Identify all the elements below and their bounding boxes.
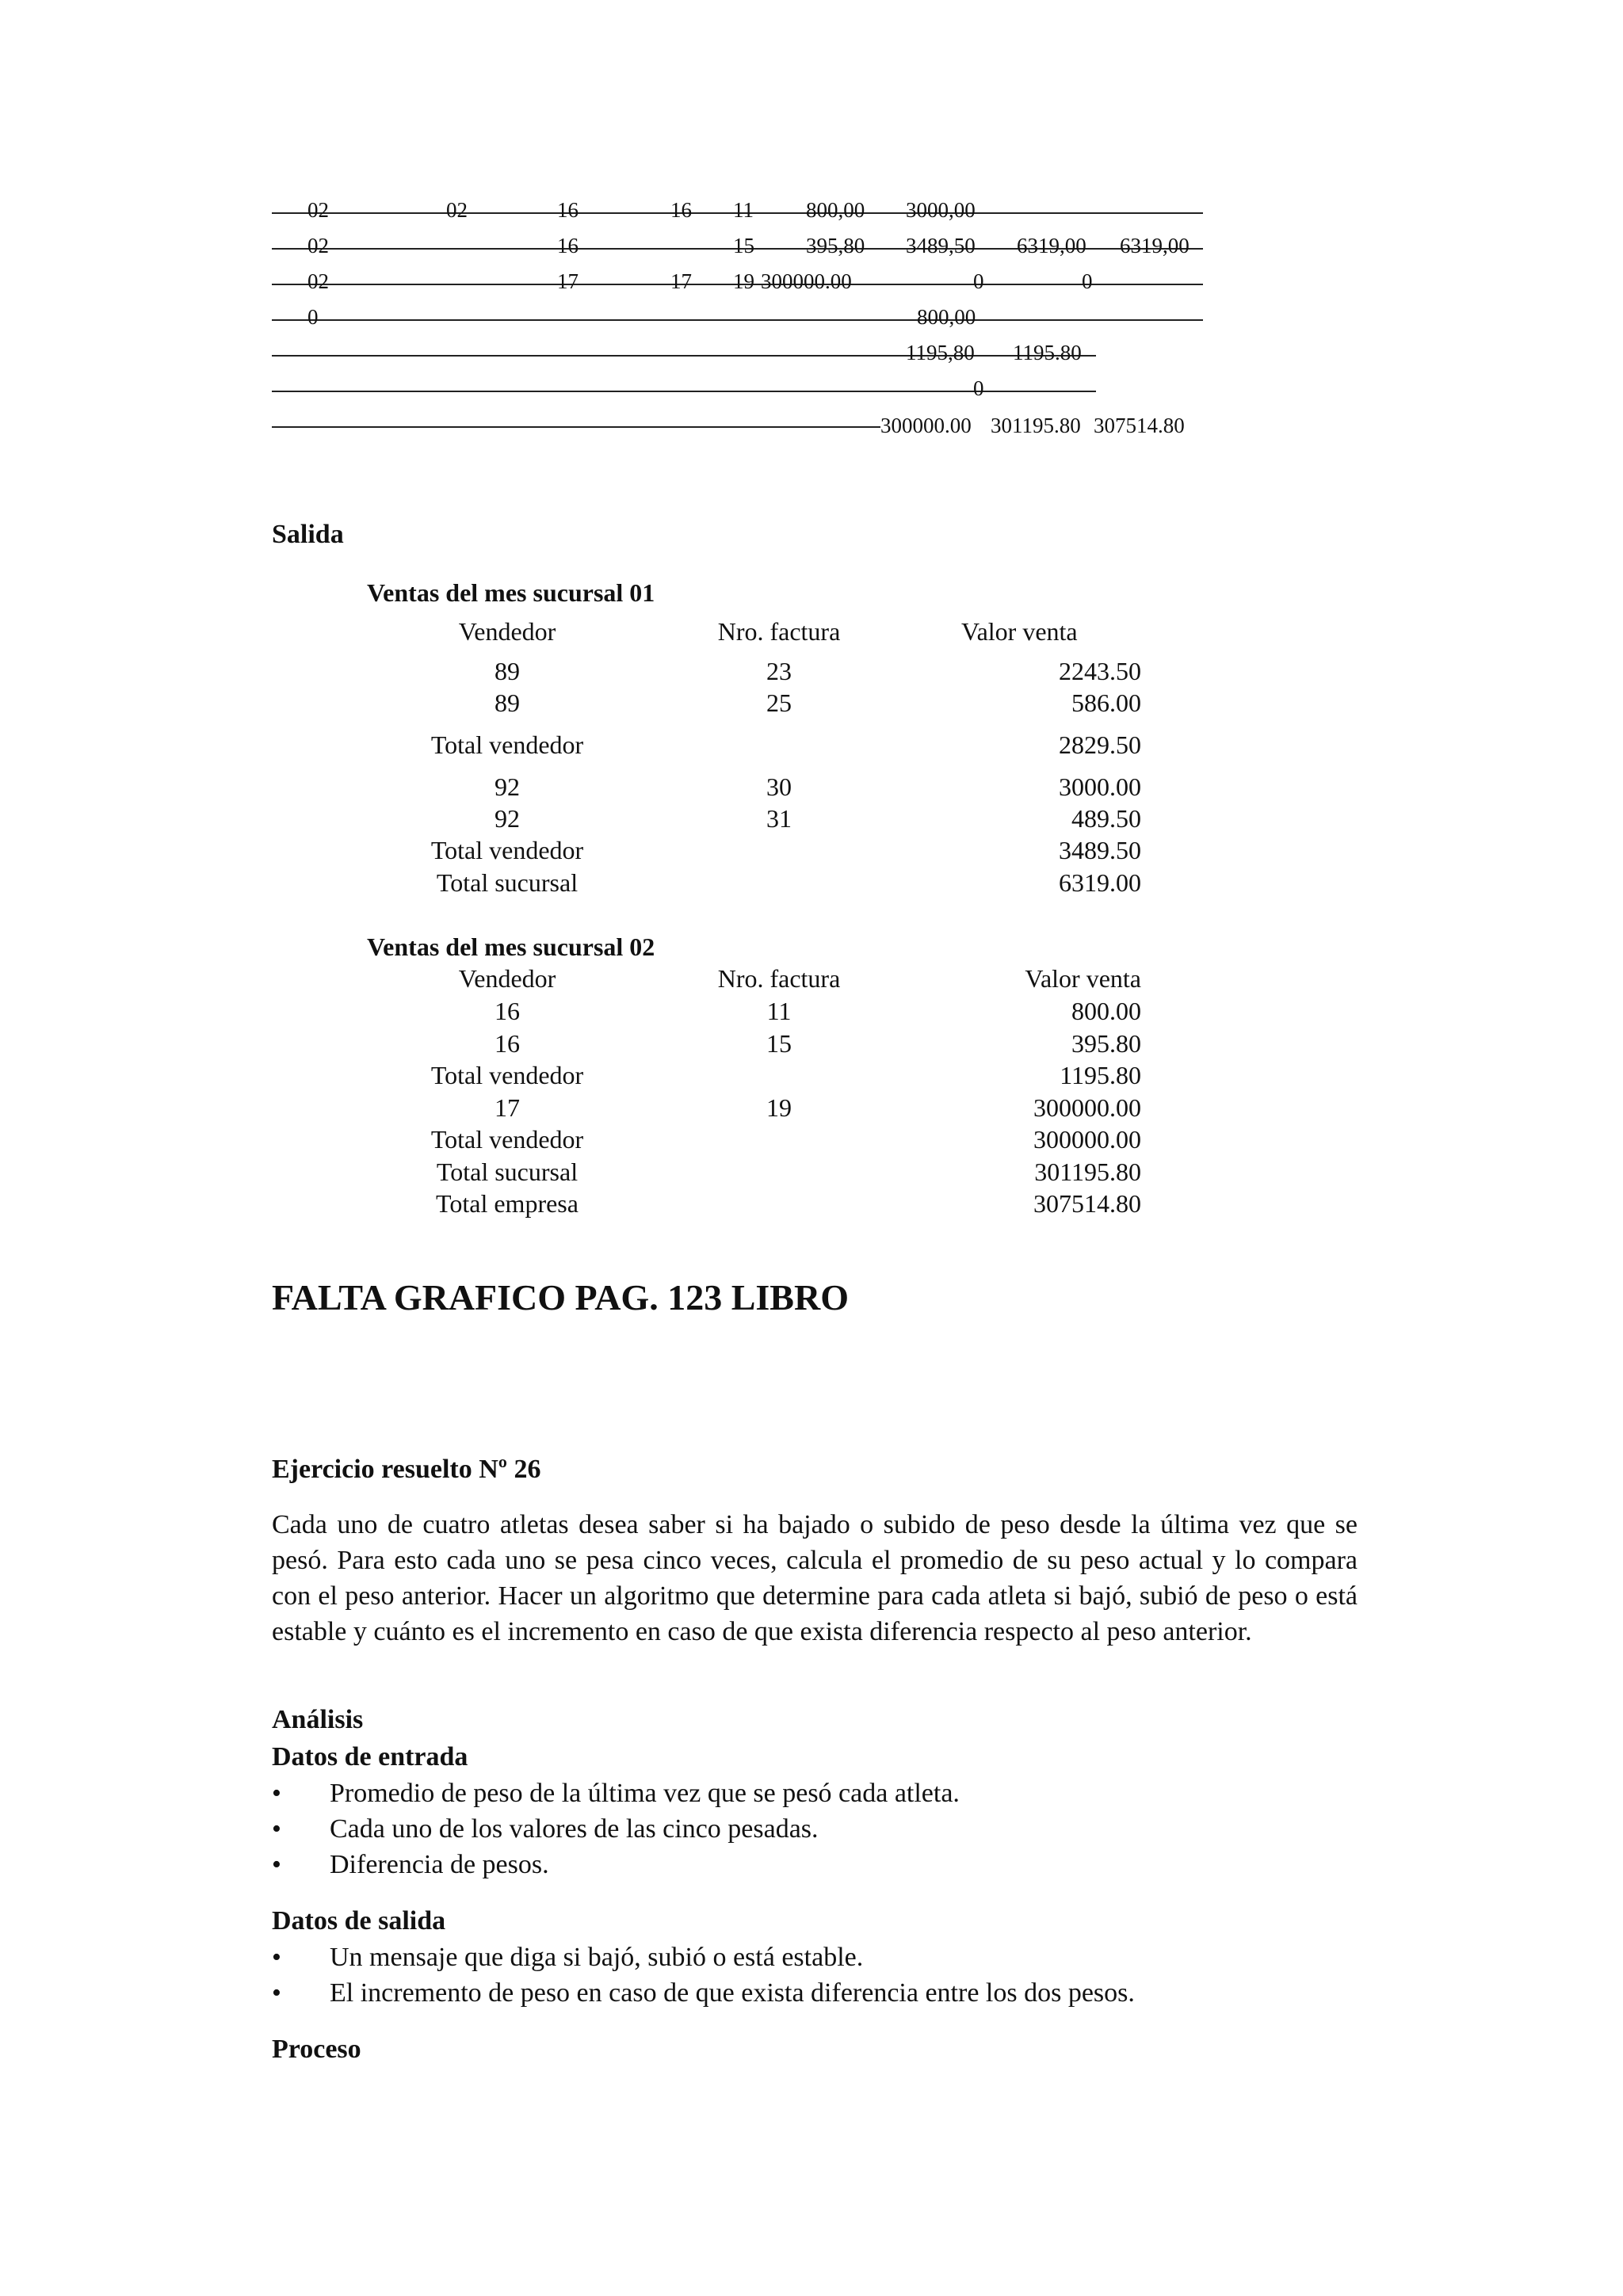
table-cell: 300000.00 bbox=[1033, 1093, 1141, 1122]
trace-cell: 17 bbox=[557, 269, 579, 293]
exercise-statement: Cada uno de cuatro atletas desea saber si ha bajado o subido de peso desde la última vez que se pesó. Para esto cada uno se pesa cinco veces, calcula el promedio de su peso actual y lo compara con el peso anterior. Hacer un algoritmo que determine para cada atleta si bajó, subió de peso o está estable y cuánto es el incremento en caso de que exista diferencia respecto al peso anterior. bbox=[272, 1510, 1358, 1646]
trace-cell: 17 bbox=[670, 269, 692, 293]
table-cell: Total empresa bbox=[436, 1189, 579, 1218]
table-cell: 3489.50 bbox=[1059, 836, 1141, 864]
trace-cell: 16 bbox=[670, 198, 692, 222]
trace-cell: 307514.80 bbox=[1094, 414, 1185, 437]
table-cell: 89 bbox=[495, 657, 520, 685]
trace-cell: 395,80 bbox=[806, 234, 865, 257]
trace-cell: 0 bbox=[307, 305, 319, 329]
trace-cell: 1195,80 bbox=[906, 341, 975, 364]
table-cell: 92 bbox=[495, 804, 520, 833]
trace-cell: 0 bbox=[1082, 269, 1093, 293]
table-cell: Total vendedor bbox=[430, 730, 584, 759]
column-header-valor: Valor venta bbox=[961, 617, 1078, 646]
table-cell: 800.00 bbox=[1071, 997, 1141, 1025]
trace-cell: 02 bbox=[307, 234, 329, 257]
column-header-factura: Nro. factura bbox=[717, 617, 841, 646]
table-cell: 395.80 bbox=[1071, 1029, 1141, 1058]
analysis-heading: Análisis bbox=[272, 1705, 364, 1734]
table-cell: 25 bbox=[766, 688, 792, 717]
column-header-vendedor: Vendedor bbox=[458, 964, 556, 993]
input-heading: Datos de entrada bbox=[272, 1742, 468, 1772]
list-item-text: Cada uno de los valores de las cinco pesadas. bbox=[330, 1814, 819, 1844]
column-header-valor: Valor venta bbox=[1025, 964, 1141, 993]
table-cell: Total sucursal bbox=[436, 1158, 579, 1186]
column-header-factura: Nro. factura bbox=[717, 964, 841, 993]
trace-cell: 800,00 bbox=[917, 305, 976, 329]
table-cell: 30 bbox=[766, 772, 792, 801]
table-cell: 16 bbox=[495, 1029, 520, 1058]
table-cell: 11 bbox=[766, 997, 792, 1025]
table-cell: 23 bbox=[766, 657, 792, 685]
table-cell: 19 bbox=[766, 1093, 792, 1122]
missing-figure-note: FALTA GRAFICO PAG. 123 LIBRO bbox=[272, 1277, 849, 1318]
trace-cell: 0 bbox=[973, 376, 984, 400]
table-cell: 1195.80 bbox=[1060, 1061, 1141, 1089]
strike-line bbox=[272, 426, 880, 428]
trace-cell: 0 bbox=[973, 269, 984, 293]
table-cell: 586.00 bbox=[1071, 688, 1141, 717]
trace-cell: 02 bbox=[307, 198, 329, 222]
trace-cell: 300000.00 bbox=[880, 414, 972, 437]
table-cell: 89 bbox=[495, 688, 520, 717]
trace-cell: 301195.80 bbox=[991, 414, 1081, 437]
table-cell: 31 bbox=[766, 804, 792, 833]
table-cell: Total vendedor bbox=[430, 836, 584, 864]
trace-cell: 02 bbox=[307, 269, 329, 293]
bullet: • bbox=[272, 1814, 281, 1844]
table-cell: 92 bbox=[495, 772, 520, 801]
table-cell: 2243.50 bbox=[1059, 657, 1141, 685]
table-title-branch-01: Ventas del mes sucursal 01 bbox=[367, 578, 655, 607]
strike-line bbox=[272, 391, 1096, 392]
trace-cell: 16 bbox=[557, 234, 579, 257]
process-heading: Proceso bbox=[272, 2035, 361, 2064]
exercise-title: Ejercicio resuelto Nº 26 bbox=[272, 1455, 541, 1484]
table-cell: Total vendedor bbox=[430, 1125, 584, 1154]
table-cell: 17 bbox=[495, 1093, 520, 1122]
output-heading: Datos de salida bbox=[272, 1906, 446, 1936]
trace-cell: 19 bbox=[733, 269, 754, 293]
table-cell: 307514.80 bbox=[1033, 1189, 1141, 1218]
trace-cell: 02 bbox=[446, 198, 468, 222]
list-item-text: Diferencia de pesos. bbox=[330, 1850, 549, 1879]
trace-cell: 1195.80 bbox=[1013, 341, 1082, 364]
trace-cell: 300000.00 bbox=[761, 269, 852, 293]
trace-cell: 16 bbox=[557, 198, 579, 222]
bullet: • bbox=[272, 1978, 281, 2008]
trace-cell: 3489,50 bbox=[906, 234, 976, 257]
table-cell: 300000.00 bbox=[1033, 1125, 1141, 1154]
trace-cell: 11 bbox=[733, 198, 754, 222]
trace-cell: 6319,00 bbox=[1120, 234, 1190, 257]
column-header-vendedor: Vendedor bbox=[458, 617, 556, 646]
list-item-text: Un mensaje que diga si bajó, subió o está estable. bbox=[330, 1943, 864, 1972]
section-heading-salida: Salida bbox=[272, 520, 344, 549]
bullet: • bbox=[272, 1779, 281, 1808]
table-cell: 301195.80 bbox=[1034, 1158, 1141, 1186]
table-cell: 489.50 bbox=[1071, 804, 1141, 833]
trace-cell: 800,00 bbox=[806, 198, 865, 222]
trace-cell: 15 bbox=[733, 234, 754, 257]
list-item-text: El incremento de peso en caso de que exista diferencia entre los dos pesos. bbox=[330, 1978, 1135, 2008]
table-cell: Total vendedor bbox=[430, 1061, 584, 1089]
bullet: • bbox=[272, 1943, 281, 1972]
table-cell: Total sucursal bbox=[436, 868, 579, 897]
trace-cell: 3000,00 bbox=[906, 198, 976, 222]
trace-table bbox=[0, 0, 1623, 444]
list-item-text: Promedio de peso de la última vez que se pesó cada atleta. bbox=[330, 1779, 960, 1808]
table-cell: 3000.00 bbox=[1059, 772, 1141, 801]
strike-line bbox=[272, 319, 1203, 321]
table-cell: 6319.00 bbox=[1059, 868, 1141, 897]
trace-cell: 6319,00 bbox=[1017, 234, 1086, 257]
table-cell: 15 bbox=[766, 1029, 792, 1058]
table-cell: 2829.50 bbox=[1059, 730, 1141, 759]
table-cell: 16 bbox=[495, 997, 520, 1025]
table-title-branch-02: Ventas del mes sucursal 02 bbox=[367, 933, 655, 961]
bullet: • bbox=[272, 1850, 281, 1879]
